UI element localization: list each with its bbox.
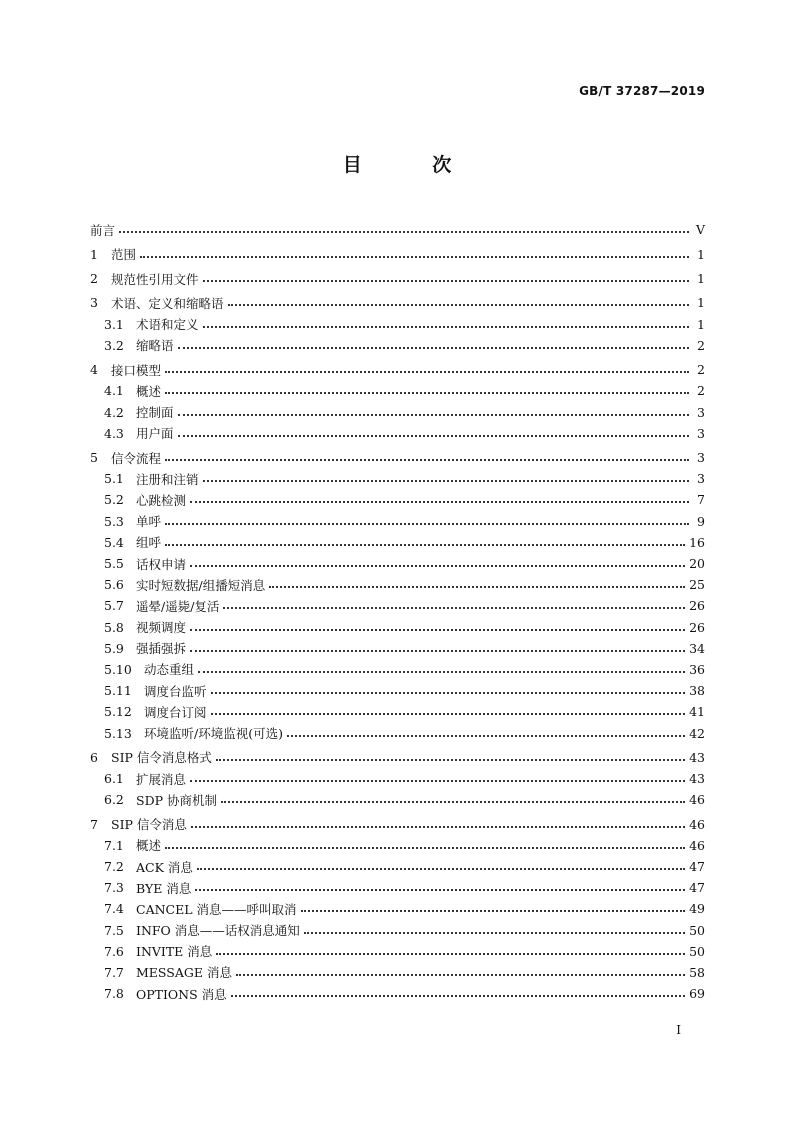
toc-dot-leader bbox=[223, 606, 685, 609]
toc-entry[interactable] bbox=[90, 401, 705, 422]
toc-entry-page: 3 bbox=[697, 404, 705, 420]
toc-entry[interactable] bbox=[90, 920, 705, 941]
toc-entry-page: 34 bbox=[689, 640, 705, 656]
toc-entry-number: 4 bbox=[90, 362, 98, 378]
toc-entry[interactable] bbox=[90, 835, 705, 856]
toc-entry-title: 接口模型 bbox=[111, 362, 162, 378]
toc-entry-title: CANCEL 消息——呼叫取消 bbox=[136, 901, 297, 917]
toc-entry-number: 5.4 bbox=[104, 534, 124, 550]
toc-entry-page: 50 bbox=[689, 943, 705, 959]
toc-dot-leader bbox=[119, 230, 689, 233]
toc-entry-number: 5.13 bbox=[104, 725, 132, 741]
toc-entry-page: 49 bbox=[689, 901, 705, 917]
toc-entry-number: 3.1 bbox=[104, 316, 124, 332]
toc-entry[interactable] bbox=[90, 617, 705, 638]
toc-entry-page: 41 bbox=[689, 704, 705, 720]
toc-dot-leader bbox=[190, 564, 685, 567]
toc-entry[interactable] bbox=[90, 489, 705, 510]
toc-entry-title: 心跳检测 bbox=[136, 492, 187, 508]
toc-entry[interactable] bbox=[90, 789, 705, 810]
toc-entry-page: 47 bbox=[689, 859, 705, 875]
toc-dot-leader bbox=[203, 279, 689, 282]
toc-entry-number: 6 bbox=[90, 749, 98, 765]
toc-entry[interactable] bbox=[90, 898, 705, 919]
toc-entry-number: 7.2 bbox=[104, 859, 124, 875]
toc-entry-page: 1 bbox=[697, 271, 705, 287]
toc-entry-title: 话权申请 bbox=[136, 556, 187, 572]
toc-entry-number: 5.9 bbox=[104, 640, 124, 656]
toc-entry-number: 5 bbox=[90, 450, 98, 466]
toc-entry[interactable] bbox=[90, 244, 705, 265]
toc-entry-title: SIP 信令消息格式 bbox=[111, 750, 212, 766]
toc-dot-leader bbox=[304, 931, 685, 934]
toc-entry-title: INFO 消息——话权消息通知 bbox=[136, 923, 300, 939]
toc-dot-leader bbox=[165, 458, 689, 461]
toc-entry-title: ACK 消息 bbox=[136, 859, 193, 875]
toc-dot-leader bbox=[287, 734, 685, 737]
toc-entry-page: 26 bbox=[689, 598, 705, 614]
toc-entry-page: 58 bbox=[689, 964, 705, 980]
toc-entry-number: 5.3 bbox=[104, 513, 124, 529]
toc-entry-number: 6.1 bbox=[104, 771, 124, 787]
toc-entry-title: 前言 bbox=[90, 222, 116, 238]
toc-entry-number: 4.2 bbox=[104, 404, 124, 420]
toc-entry-number: 5.10 bbox=[104, 661, 132, 677]
toc-entry-title: 信令流程 bbox=[111, 450, 162, 466]
toc-dot-leader bbox=[221, 800, 685, 803]
toc-entry[interactable] bbox=[90, 701, 705, 722]
toc-entry-page: 42 bbox=[689, 725, 705, 741]
toc-entry-number: 4.3 bbox=[104, 425, 124, 441]
toc-entry-title: 注册和注销 bbox=[136, 471, 199, 487]
toc-entry[interactable] bbox=[90, 680, 705, 701]
toc-entry-page: 47 bbox=[689, 880, 705, 896]
toc-dot-leader bbox=[228, 303, 689, 306]
toc-entry-number: 5.11 bbox=[104, 683, 132, 699]
toc-dot-leader bbox=[211, 712, 686, 715]
toc-entry-title: 控制面 bbox=[136, 405, 174, 421]
toc-entry-page: 43 bbox=[689, 771, 705, 787]
toc-entry[interactable] bbox=[90, 532, 705, 553]
toc-entry-number: 7.4 bbox=[104, 901, 124, 917]
toc-entry-page: 20 bbox=[689, 556, 705, 572]
toc-entry[interactable] bbox=[90, 553, 705, 574]
toc-dot-leader bbox=[195, 888, 685, 891]
toc-dot-leader bbox=[203, 325, 689, 328]
toc-entry-page: 25 bbox=[689, 577, 705, 593]
toc-entry[interactable] bbox=[90, 574, 705, 595]
toc-entry-title: 单呼 bbox=[136, 514, 162, 530]
toc-dot-leader bbox=[190, 649, 685, 652]
toc-dot-leader bbox=[231, 994, 685, 997]
toc-entry-title: 概述 bbox=[136, 383, 162, 399]
toc-entry-number: 5.6 bbox=[104, 577, 124, 593]
toc-entry-title: SIP 信令消息 bbox=[111, 817, 187, 833]
toc-entry-page: 36 bbox=[689, 661, 705, 677]
toc-entry-title: 范围 bbox=[111, 247, 137, 263]
toc-dot-leader bbox=[216, 758, 685, 761]
toc-dot-leader bbox=[216, 952, 685, 955]
toc-entry-title: 组呼 bbox=[136, 535, 162, 551]
toc-entry[interactable] bbox=[90, 722, 705, 743]
toc-entry[interactable] bbox=[90, 335, 705, 356]
toc-entry-title: 术语、定义和缩略语 bbox=[111, 295, 224, 311]
toc-dot-leader bbox=[203, 479, 689, 482]
toc-entry[interactable] bbox=[90, 941, 705, 962]
toc-dot-leader bbox=[165, 543, 685, 546]
toc-entry[interactable] bbox=[90, 268, 705, 289]
toc-entry[interactable] bbox=[90, 856, 705, 877]
toc-entry-title: 动态重组 bbox=[144, 662, 195, 678]
toc-entry-title: 术语和定义 bbox=[136, 317, 199, 333]
toc-entry[interactable] bbox=[90, 468, 705, 489]
toc-entry-page: 2 bbox=[697, 337, 705, 353]
toc-entry-title: 视频调度 bbox=[136, 620, 187, 636]
toc-entry[interactable] bbox=[90, 659, 705, 680]
toc-entry[interactable] bbox=[90, 447, 705, 468]
toc-entry-page: 2 bbox=[697, 383, 705, 399]
toc-entry-page: 16 bbox=[689, 534, 705, 550]
toc-entry-page: 46 bbox=[689, 816, 705, 832]
toc-entry-number: 1 bbox=[90, 246, 98, 262]
toc-entry-number: 5.5 bbox=[104, 556, 124, 572]
toc-dot-leader bbox=[178, 346, 689, 349]
toc-entry-page: 2 bbox=[697, 362, 705, 378]
toc-entry-title: 环境监听/环境监视(可选) bbox=[144, 726, 283, 742]
toc-entry-page: 3 bbox=[697, 450, 705, 466]
toc-entry[interactable] bbox=[90, 768, 705, 789]
toc-entry-page: 38 bbox=[689, 683, 705, 699]
toc-entry-page: 3 bbox=[697, 425, 705, 441]
toc-entry[interactable] bbox=[90, 814, 705, 835]
toc-entry-title: 调度台监听 bbox=[144, 683, 207, 699]
toc-entry-number: 5.2 bbox=[104, 492, 124, 508]
toc-entry-title: 实时短数据/组播短消息 bbox=[136, 577, 266, 593]
toc-entry-page: 1 bbox=[697, 246, 705, 262]
toc-entry-title: 强插强拆 bbox=[136, 641, 187, 657]
toc-entry-number: 3.2 bbox=[104, 337, 124, 353]
toc-entry-number: 7.6 bbox=[104, 943, 124, 959]
toc-entry-number: 3 bbox=[90, 295, 98, 311]
toc-entry-title: 规范性引用文件 bbox=[111, 271, 199, 287]
toc-entry-title: INVITE 消息 bbox=[136, 944, 213, 960]
standard-number: GB/T 37287—2019 bbox=[579, 84, 705, 98]
toc-dot-leader bbox=[301, 909, 686, 912]
toc-entry-title: 调度台订阅 bbox=[144, 704, 207, 720]
toc-entry-page: 46 bbox=[689, 792, 705, 808]
toc-entry-page: 69 bbox=[689, 986, 705, 1002]
toc-entry-number: 6.2 bbox=[104, 792, 124, 808]
toc-entry-number: 7.8 bbox=[104, 986, 124, 1002]
toc-entry[interactable] bbox=[90, 423, 705, 444]
toc-entry-number: 5.1 bbox=[104, 471, 124, 487]
toc-entry[interactable] bbox=[90, 983, 705, 1004]
toc-dot-leader bbox=[190, 628, 685, 631]
toc-dot-leader bbox=[191, 825, 685, 828]
toc-entry[interactable] bbox=[90, 314, 705, 335]
toc-entry[interactable] bbox=[90, 292, 705, 313]
toc-dot-leader bbox=[190, 500, 689, 503]
toc-dot-leader bbox=[198, 670, 685, 673]
toc-entry-number: 7.7 bbox=[104, 964, 124, 980]
table-of-contents bbox=[90, 216, 705, 1004]
toc-entry[interactable] bbox=[90, 877, 705, 898]
toc-dot-leader bbox=[178, 413, 689, 416]
toc-dot-leader bbox=[165, 522, 689, 525]
toc-entry[interactable] bbox=[90, 219, 705, 240]
toc-entry[interactable] bbox=[90, 747, 705, 768]
toc-dot-leader bbox=[178, 434, 689, 437]
toc-dot-leader bbox=[165, 370, 689, 373]
toc-entry[interactable] bbox=[90, 511, 705, 532]
toc-entry-number: 7.5 bbox=[104, 922, 124, 938]
toc-entry-title: 概述 bbox=[136, 838, 162, 854]
toc-dot-leader bbox=[165, 391, 689, 394]
toc-entry-title: 用户面 bbox=[136, 426, 174, 442]
page-number: I bbox=[676, 1023, 681, 1037]
toc-entry-title: 扩展消息 bbox=[136, 771, 187, 787]
toc-entry-page: 1 bbox=[697, 316, 705, 332]
toc-dot-leader bbox=[165, 846, 685, 849]
toc-entry-number: 7 bbox=[90, 816, 98, 832]
toc-entry-number: 7.1 bbox=[104, 837, 124, 853]
toc-entry-page: 7 bbox=[697, 492, 705, 508]
toc-entry-title: SDP 协商机制 bbox=[136, 792, 217, 808]
toc-entry-page: V bbox=[695, 222, 705, 238]
toc-dot-leader bbox=[197, 867, 685, 870]
toc-entry-title: BYE 消息 bbox=[136, 880, 192, 896]
toc-entry-title: OPTIONS 消息 bbox=[136, 986, 227, 1002]
toc-entry-title: 遥晕/遥毙/复活 bbox=[136, 598, 220, 614]
toc-entry[interactable] bbox=[90, 380, 705, 401]
toc-entry[interactable] bbox=[90, 359, 705, 380]
toc-entry-page: 26 bbox=[689, 619, 705, 635]
page-title: 目 次 bbox=[342, 154, 484, 176]
toc-entry-page: 43 bbox=[689, 749, 705, 765]
toc-entry-page: 50 bbox=[689, 922, 705, 938]
toc-entry[interactable] bbox=[90, 595, 705, 616]
toc-entry-number: 5.8 bbox=[104, 619, 124, 635]
toc-entry[interactable] bbox=[90, 962, 705, 983]
toc-entry-number: 4.1 bbox=[104, 383, 124, 399]
toc-entry-number: 5.7 bbox=[104, 598, 124, 614]
toc-dot-leader bbox=[236, 973, 685, 976]
toc-dot-leader bbox=[140, 255, 689, 258]
toc-entry-number: 5.12 bbox=[104, 704, 132, 720]
toc-entry-page: 9 bbox=[697, 513, 705, 529]
toc-entry-title: MESSAGE 消息 bbox=[136, 965, 232, 981]
toc-entry-page: 1 bbox=[697, 295, 705, 311]
toc-dot-leader bbox=[211, 691, 686, 694]
toc-dot-leader bbox=[190, 779, 685, 782]
toc-entry-page: 3 bbox=[697, 471, 705, 487]
toc-entry-number: 2 bbox=[90, 271, 98, 287]
toc-entry[interactable] bbox=[90, 638, 705, 659]
toc-entry-page: 46 bbox=[689, 837, 705, 853]
toc-dot-leader bbox=[269, 585, 685, 588]
toc-entry-title: 缩略语 bbox=[136, 338, 174, 354]
toc-entry-number: 7.3 bbox=[104, 880, 124, 896]
